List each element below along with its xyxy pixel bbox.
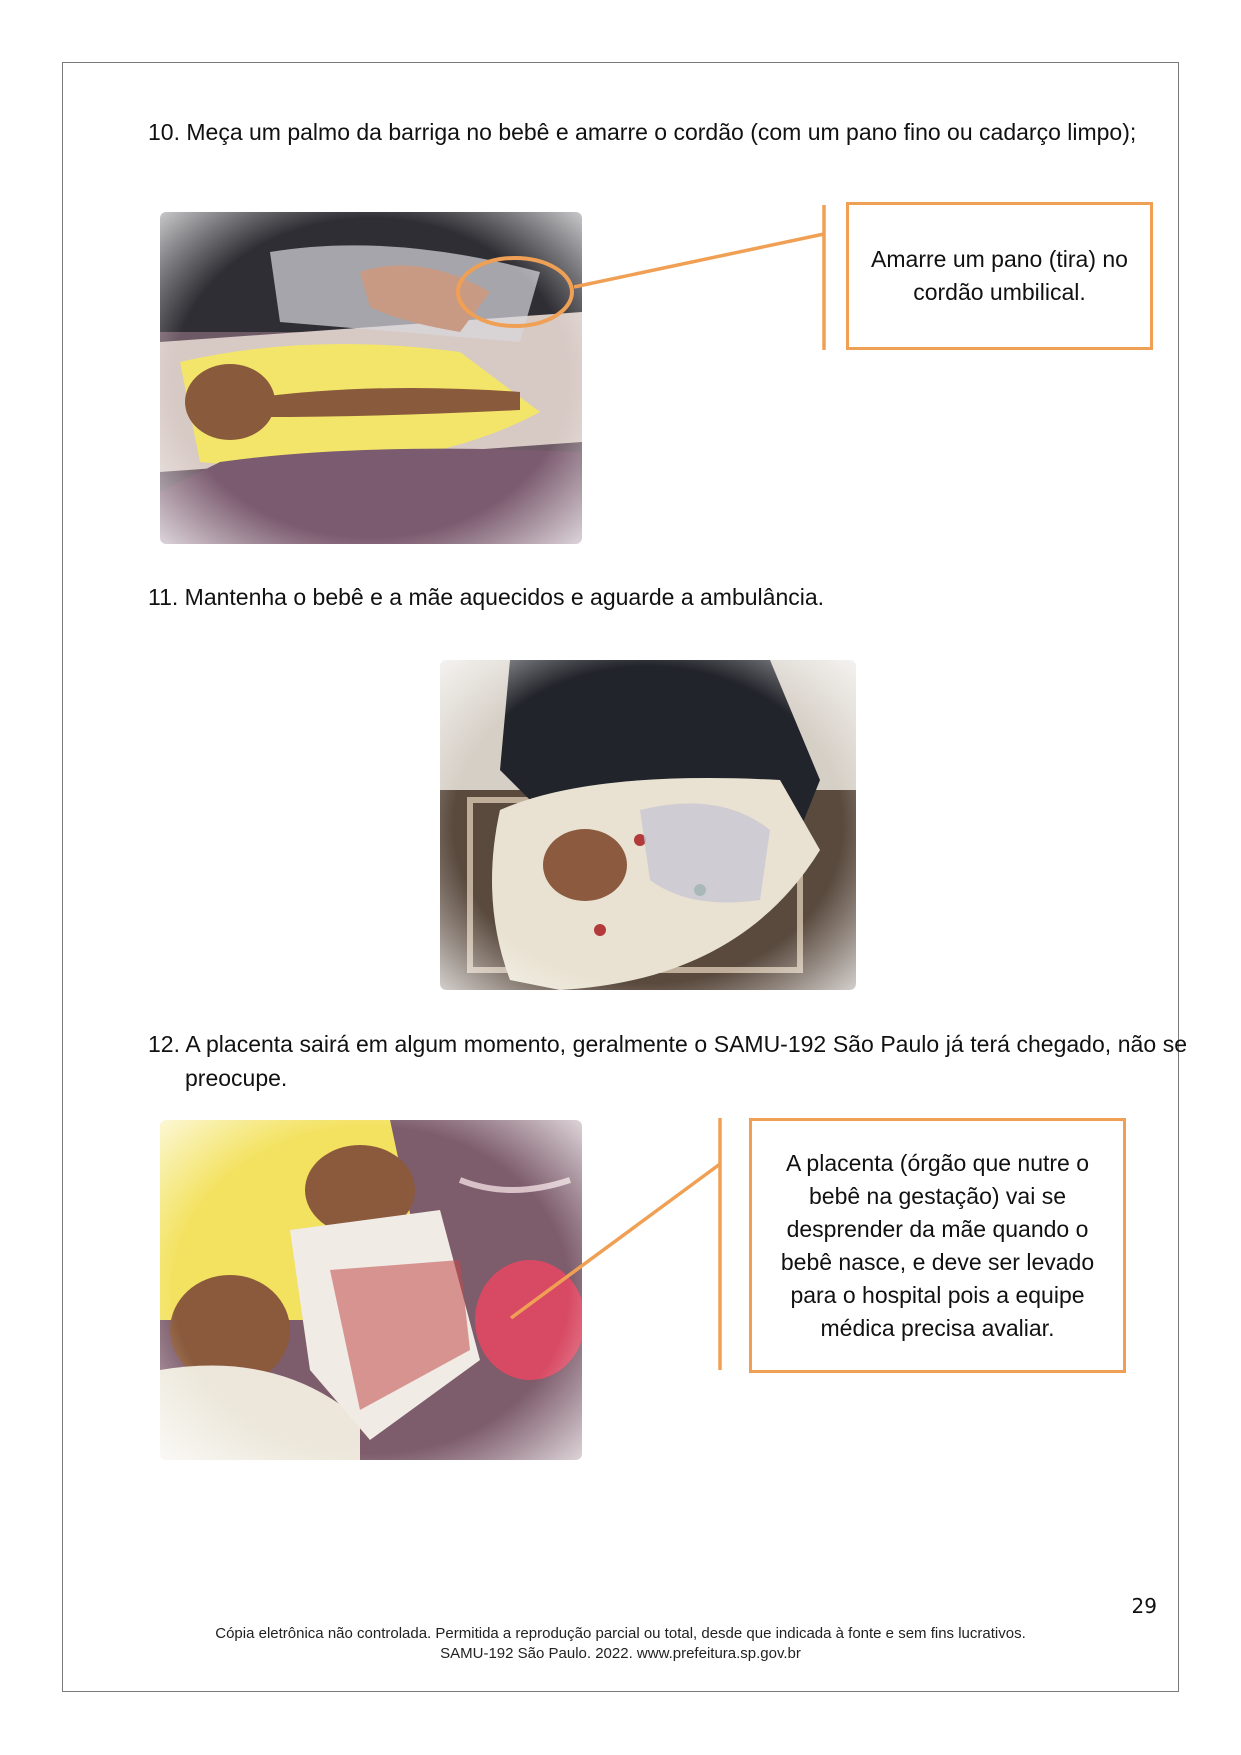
footer-line-2: SAMU-192 São Paulo. 2022. www.prefeitura.sp.gov.br — [440, 1645, 801, 1662]
step-number: 10. — [148, 119, 180, 145]
photo-wrapped-baby — [440, 660, 856, 990]
photo-cord-tying — [160, 212, 582, 544]
footer-line-1: Cópia eletrônica não controlada. Permitida a reprodução parcial ou total, desde que indicada à fonte e sem fins lucrativos. — [215, 1625, 1026, 1642]
photo-placenta — [160, 1120, 582, 1460]
step-12 — [148, 1027, 1187, 1095]
footer — [62, 1624, 1179, 1664]
step-text: Meça um palmo da barriga no bebê e amarre o cordão (com um pano fino ou cadarço limpo); — [186, 119, 1137, 145]
step-number: 12. — [148, 1031, 180, 1057]
step-10 — [148, 115, 1150, 149]
page-number: 29 — [1131, 1594, 1157, 1618]
step-11 — [148, 580, 1150, 614]
callout-cord: Amarre um pano (tira) no cordão umbilical. — [846, 202, 1153, 350]
step-number: 11. — [148, 584, 179, 610]
step-text: Mantenha o bebê e a mãe aquecidos e aguarde a ambulância. — [184, 584, 825, 610]
callout-placenta: A placenta (órgão que nutre o bebê na gestação) vai se desprender da mãe quando o bebê nasce, e deve ser levado para o hospital pois a equipe médica precisa avaliar. — [749, 1118, 1126, 1373]
step-text: A placenta sairá em algum momento, geralmente o SAMU-192 São Paulo já terá chegado, não se preocupe. — [185, 1031, 1188, 1091]
